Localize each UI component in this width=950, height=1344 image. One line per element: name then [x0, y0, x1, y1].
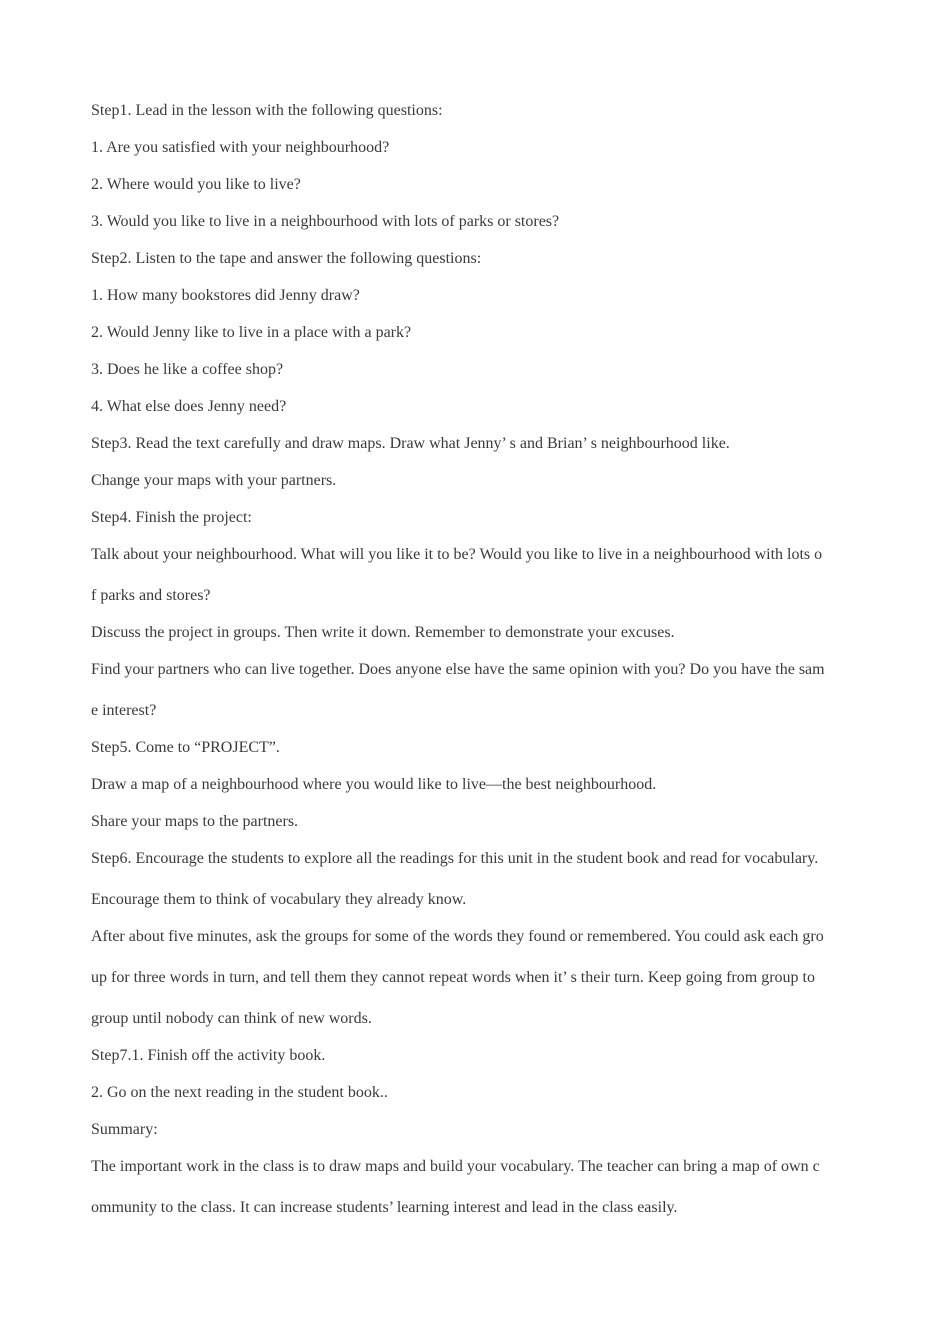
step1-question-1: 1. Are you satisfied with your neighbourhood?: [91, 139, 390, 156]
summary-line-1: The important work in the class is to draw maps and build your vocabulary. The teacher can bring a map of own c: [91, 1158, 820, 1175]
step5-text-1: Draw a map of a neighbourhood where you would like to live—the best neighbourhood.: [91, 776, 657, 793]
step1-heading: Step1. Lead in the lesson with the following questions:: [91, 102, 443, 119]
step5-heading: Step5. Come to “PROJECT”.: [91, 739, 280, 756]
step7-text: 2. Go on the next reading in the student book..: [91, 1084, 388, 1101]
step2-question-1: 1. How many bookstores did Jenny draw?: [91, 287, 360, 304]
step3-text: Change your maps with your partners.: [91, 472, 337, 489]
summary-line-2: ommunity to the class. It can increase students’ learning interest and lead in the class easily.: [91, 1199, 678, 1216]
step4-paragraph-3-line-2: e interest?: [91, 702, 157, 719]
step2-heading: Step2. Listen to the tape and answer the following questions:: [91, 250, 482, 267]
step4-paragraph-1-line-2: f parks and stores?: [91, 587, 211, 604]
step4-paragraph-3-line-1: Find your partners who can live together. Does anyone else have the same opinion with you? Do you have the sam: [91, 661, 825, 678]
step4-paragraph-1-line-1: Talk about your neighbourhood. What will you like it to be? Would you like to live in a neighbourhood with lots o: [91, 546, 823, 563]
step2-question-2: 2. Would Jenny like to live in a place with a park?: [91, 324, 412, 341]
step7-heading: Step7.1. Finish off the activity book.: [91, 1047, 326, 1064]
step2-question-4: 4. What else does Jenny need?: [91, 398, 287, 415]
document-body: [91, 101, 861, 1235]
step6-paragraph-line-2: up for three words in turn, and tell them they cannot repeat words when it’ s their turn. Keep going from group to: [91, 969, 815, 986]
step6-text-1: Encourage them to think of vocabulary they already know.: [91, 891, 467, 908]
step2-question-3: 3. Does he like a coffee shop?: [91, 361, 284, 378]
step6-heading: Step6. Encourage the students to explore all the readings for this unit in the student book and read for vocabulary.: [91, 850, 819, 867]
step6-paragraph-line-3: group until nobody can think of new words.: [91, 1010, 372, 1027]
step1-question-3: 3. Would you like to live in a neighbourhood with lots of parks or stores?: [91, 213, 560, 230]
step3-heading: Step3. Read the text carefully and draw maps. Draw what Jenny’ s and Brian’ s neighbourhood like.: [91, 435, 730, 452]
summary-heading: Summary:: [91, 1121, 158, 1138]
step4-paragraph-2: Discuss the project in groups. Then write it down. Remember to demonstrate your excuses.: [91, 624, 675, 641]
step5-text-2: Share your maps to the partners.: [91, 813, 299, 830]
step4-heading: Step4. Finish the project:: [91, 509, 252, 526]
step1-question-2: 2. Where would you like to live?: [91, 176, 301, 193]
step6-paragraph-line-1: After about five minutes, ask the groups for some of the words they found or remembered. You could ask each gro: [91, 928, 824, 945]
